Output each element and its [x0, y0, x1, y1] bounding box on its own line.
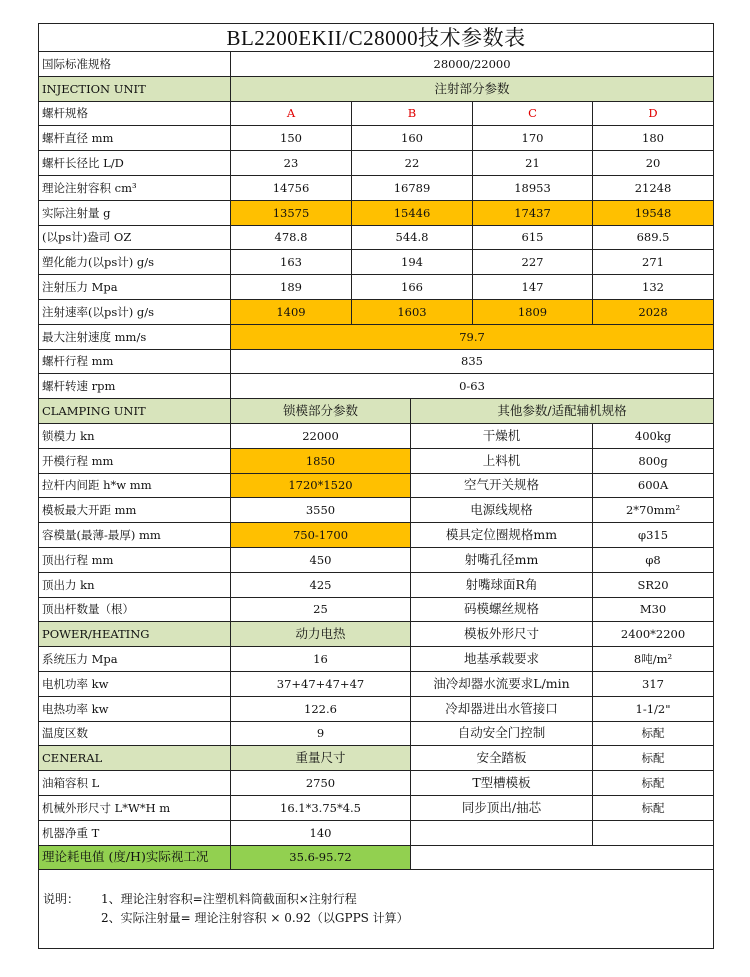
- value-d: 21248: [593, 175, 714, 200]
- other-row-value: 8吨/m²: [593, 647, 714, 672]
- other-row-value: SR20: [593, 572, 714, 597]
- clamping-row-label: 拉杆内间距 h*w mm: [39, 473, 231, 498]
- other-row-value: M30: [593, 597, 714, 622]
- screw-type-a: A: [231, 101, 352, 126]
- clamping-row-value: 425: [231, 572, 411, 597]
- general-row-label: 机械外形尺寸 L*W*H m: [39, 795, 231, 820]
- clamping-row-value: 450: [231, 547, 411, 572]
- injection-row: [39, 151, 714, 176]
- other-row-label: 自动安全门控制: [411, 721, 593, 746]
- value-c: 170: [473, 126, 593, 151]
- max-speed-value: 79.7: [231, 324, 714, 349]
- other-row-value: 317: [593, 671, 714, 696]
- power-row: [39, 671, 714, 696]
- value-b: 22: [352, 151, 473, 176]
- clamping-row-value: 1850: [231, 448, 411, 473]
- spec-table: [38, 23, 714, 949]
- screw-rpm-value: 0-63: [231, 374, 714, 399]
- clamping-section-title: 锁模部分参数: [231, 399, 411, 424]
- other-row-label: 空气开关规格: [411, 473, 593, 498]
- screw-type-b: B: [352, 101, 473, 126]
- injection-row: [39, 225, 714, 250]
- clamping-row: [39, 597, 714, 622]
- value-c: 615: [473, 225, 593, 250]
- injection-row-label: 理论注射容积 cm³: [39, 175, 231, 200]
- general-row: [39, 771, 714, 796]
- screw-type-c: C: [473, 101, 593, 126]
- value-a: 23: [231, 151, 352, 176]
- clamping-row-value: 3550: [231, 498, 411, 523]
- power-row-label: 电热功率 kw: [39, 696, 231, 721]
- clamping-section-label: CLAMPING UNIT: [39, 399, 231, 424]
- other-row-label: 安全踏板: [411, 746, 593, 771]
- standard-value: 28000/22000: [231, 52, 714, 77]
- other-row-value: 600A: [593, 473, 714, 498]
- power-row-label: 系统压力 Mpa: [39, 647, 231, 672]
- value-a: 14756: [231, 175, 352, 200]
- other-row-value: 800g: [593, 448, 714, 473]
- clamping-row: [39, 448, 714, 473]
- value-a: 478.8: [231, 225, 352, 250]
- value-a: 1409: [231, 299, 352, 324]
- general-row: [39, 795, 714, 820]
- other-row-value: φ8: [593, 547, 714, 572]
- other-row-label: 码模螺丝规格: [411, 597, 593, 622]
- other-row-value: 1-1/2": [593, 696, 714, 721]
- value-d: 2028: [593, 299, 714, 324]
- notes-block: [39, 870, 714, 949]
- clamping-row: [39, 498, 714, 523]
- other-row-label: 同步顶出/抽芯: [411, 795, 593, 820]
- other-row-label: 射嘴孔径mm: [411, 547, 593, 572]
- other-row-label: 冷却器进出水管接口: [411, 696, 593, 721]
- empty-cell: [411, 845, 714, 870]
- value-a: 13575: [231, 200, 352, 225]
- clamping-row-label: 顶出行程 mm: [39, 547, 231, 572]
- value-b: 194: [352, 250, 473, 275]
- injection-row: [39, 250, 714, 275]
- value-d: 132: [593, 275, 714, 300]
- injection-row: [39, 175, 714, 200]
- injection-row-label: 螺杆直径 mm: [39, 126, 231, 151]
- general-row-label: 油箱容积 L: [39, 771, 231, 796]
- power-row-label: 温度区数: [39, 721, 231, 746]
- injection-row-label: 塑化能力(以ps计) g/s: [39, 250, 231, 275]
- clamping-row-label: 开模行程 mm: [39, 448, 231, 473]
- other-row-value: 标配: [593, 771, 714, 796]
- other-row-value: 标配: [593, 795, 714, 820]
- value-c: 18953: [473, 175, 593, 200]
- clamping-row-value: 22000: [231, 423, 411, 448]
- other-row-value: [593, 820, 714, 845]
- other-row-label: 上料机: [411, 448, 593, 473]
- injection-row-label: 螺杆长径比 L/D: [39, 151, 231, 176]
- clamping-row-label: 模板最大开距 mm: [39, 498, 231, 523]
- sheet-title: BL2200EKII/C28000技术参数表: [39, 24, 714, 52]
- clamping-row-label: 顶出杆数量（根）: [39, 597, 231, 622]
- value-b: 16789: [352, 175, 473, 200]
- injection-row: [39, 275, 714, 300]
- injection-row-label: 注射压力 Mpa: [39, 275, 231, 300]
- value-d: 19548: [593, 200, 714, 225]
- general-row-value: 2750: [231, 771, 411, 796]
- general-section-label: CENERAL: [39, 746, 231, 771]
- value-c: 227: [473, 250, 593, 275]
- value-b: 160: [352, 126, 473, 151]
- clamping-row-label: 容模量(最薄-最厚) mm: [39, 523, 231, 548]
- power-row-value: 16: [231, 647, 411, 672]
- other-row-value: φ315: [593, 523, 714, 548]
- power-section-label: POWER/HEATING: [39, 622, 231, 647]
- general-section-title: 重量尺寸: [231, 746, 411, 771]
- general-row-label: 机器净重 T: [39, 820, 231, 845]
- power-row-value: 37+47+47+47: [231, 671, 411, 696]
- injection-row-label: (以ps计)盎司 OZ: [39, 225, 231, 250]
- general-row: [39, 820, 714, 845]
- standard-label: 国际标准规格: [39, 52, 231, 77]
- note-line-1: [43, 890, 710, 909]
- value-a: 150: [231, 126, 352, 151]
- other-row-label: 模板外形尺寸: [411, 622, 593, 647]
- other-row-value: 2400*2200: [593, 622, 714, 647]
- power-row-label: 电机功率 kw: [39, 671, 231, 696]
- value-d: 180: [593, 126, 714, 151]
- general-row-value: 140: [231, 820, 411, 845]
- value-b: 166: [352, 275, 473, 300]
- value-c: 21: [473, 151, 593, 176]
- max-speed-label: 最大注射速度 mm/s: [39, 324, 231, 349]
- value-b: 544.8: [352, 225, 473, 250]
- clamping-row-value: 750-1700: [231, 523, 411, 548]
- injection-row: [39, 200, 714, 225]
- screw-rpm-label: 螺杆转速 rpm: [39, 374, 231, 399]
- screw-spec-label: 螺杆规格: [39, 101, 231, 126]
- injection-row: [39, 126, 714, 151]
- value-c: 17437: [473, 200, 593, 225]
- other-row-label: 射嘴球面R角: [411, 572, 593, 597]
- other-row-label: [411, 820, 593, 845]
- power-section-title: 动力电热: [231, 622, 411, 647]
- spec-sheet: [38, 23, 713, 949]
- general-row-value: 16.1*3.75*4.5: [231, 795, 411, 820]
- screw-type-d: D: [593, 101, 714, 126]
- other-params-title: 其他参数/适配辅机规格: [411, 399, 714, 424]
- other-row-value: 400kg: [593, 423, 714, 448]
- note-text-2: 2、实际注射量= 理论注射容积 × 0.92（以GPPS 计算）: [101, 911, 409, 926]
- note-line-2: [43, 909, 710, 928]
- clamping-row: [39, 572, 714, 597]
- value-a: 163: [231, 250, 352, 275]
- other-row-label: 地基承载要求: [411, 647, 593, 672]
- value-c: 147: [473, 275, 593, 300]
- value-b: 1603: [352, 299, 473, 324]
- injection-section-title: 注射部分参数: [231, 76, 714, 101]
- other-row-label: T型槽模板: [411, 771, 593, 796]
- power-row: [39, 721, 714, 746]
- clamping-row: [39, 547, 714, 572]
- energy-value: 35.6-95.72: [231, 845, 411, 870]
- clamping-row: [39, 523, 714, 548]
- energy-label: 理论耗电值 (度/H)实际视工况: [39, 845, 231, 870]
- value-b: 15446: [352, 200, 473, 225]
- power-row-value: 122.6: [231, 696, 411, 721]
- injection-row-label: 注射速率(以ps计) g/s: [39, 299, 231, 324]
- injection-section-label: INJECTION UNIT: [39, 76, 231, 101]
- other-row-label: 干燥机: [411, 423, 593, 448]
- value-d: 20: [593, 151, 714, 176]
- value-a: 189: [231, 275, 352, 300]
- clamping-row-label: 锁模力 kn: [39, 423, 231, 448]
- clamping-row: [39, 423, 714, 448]
- screw-stroke-value: 835: [231, 349, 714, 374]
- clamping-row-value: 1720*1520: [231, 473, 411, 498]
- note-text-1: 1、理论注射容积=注塑机料筒截面积×注射行程: [101, 892, 357, 907]
- screw-stroke-label: 螺杆行程 mm: [39, 349, 231, 374]
- clamping-row: [39, 473, 714, 498]
- power-row-value: 9: [231, 721, 411, 746]
- notes-prefix: 说明：: [43, 892, 80, 907]
- clamping-row-label: 顶出力 kn: [39, 572, 231, 597]
- value-d: 689.5: [593, 225, 714, 250]
- other-row-value: 标配: [593, 746, 714, 771]
- other-row-label: 电源线规格: [411, 498, 593, 523]
- other-row-value: 2*70mm²: [593, 498, 714, 523]
- clamping-row-value: 25: [231, 597, 411, 622]
- other-row-label: 模具定位圈规格mm: [411, 523, 593, 548]
- power-row: [39, 696, 714, 721]
- other-row-label: 油冷却器水流要求L/min: [411, 671, 593, 696]
- value-c: 1809: [473, 299, 593, 324]
- other-row-value: 标配: [593, 721, 714, 746]
- injection-row: [39, 299, 714, 324]
- power-row: [39, 647, 714, 672]
- value-d: 271: [593, 250, 714, 275]
- injection-row-label: 实际注射量 g: [39, 200, 231, 225]
